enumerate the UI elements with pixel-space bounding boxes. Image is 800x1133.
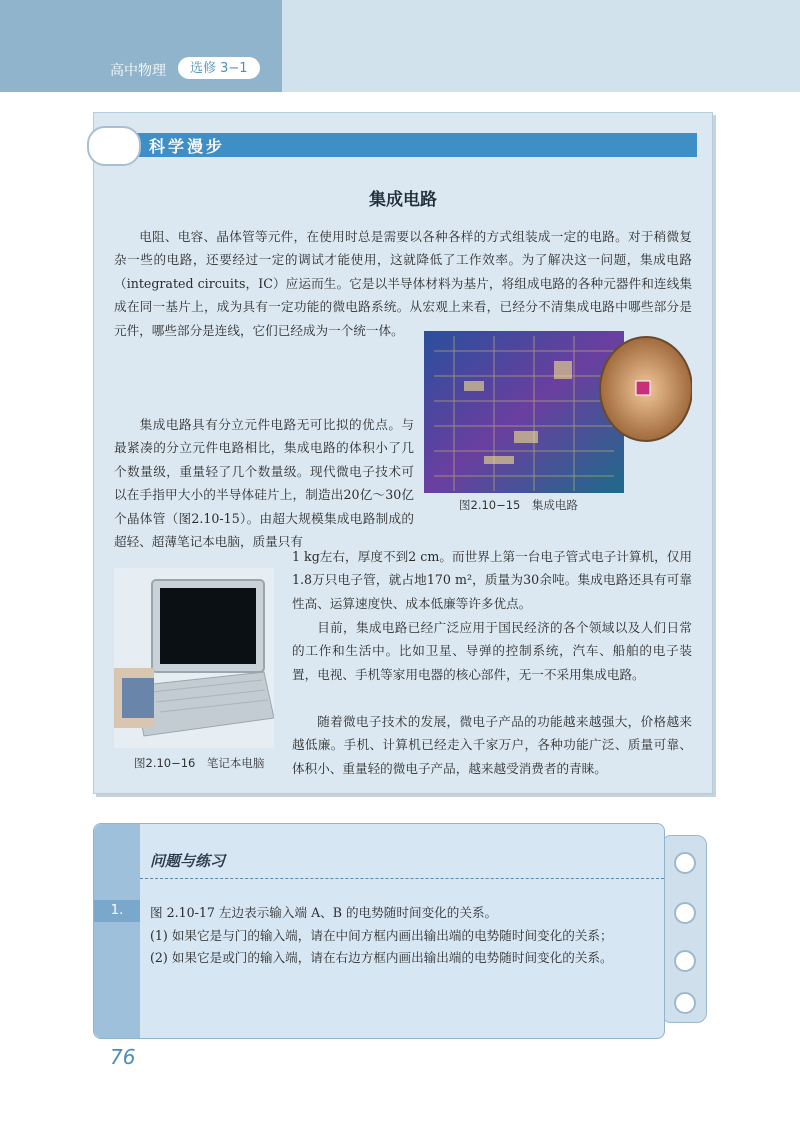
question-part-1: (1) 如果它是与门的输入端，请在中间方框内画出输出端的电势随时间变化的关系； — [150, 927, 613, 943]
exercise-title: 问题与练习 — [150, 852, 226, 870]
article-paragraph-1: 电阻、电容、晶体管等元件，在使用时总是需要以各种各样的方式组装成一定的电路。对于稍微复杂一些的电路，还要经过一定的调试才能使用，这就降低了工作效率。为了解决这一问题，集成电路（integrated circuits，IC）应运而生。它是以半导体材料为基片，将组成电路的各种元器件和连线集成在同一基片上，成为具有一定功能的微电路系统。从宏观上来看，已经分不清集成电路中哪些部分是元件，哪些部分是连线，它们已经成为一个统一体。 — [114, 229, 692, 338]
module-badge: 选修 3−1 — [178, 57, 260, 79]
article-title: 集成电路 — [369, 190, 437, 210]
section-header — [97, 133, 697, 157]
question-number: 1. — [94, 900, 140, 922]
figure-caption-ic: 图2.10−15 集成电路 — [459, 498, 578, 512]
article-paragraph-3: 目前，集成电路已经广泛应用于国民经济的各个领域以及人们日常的工作和生活中。比如卫星、导弹的控制系统，汽车、船舶的电子装置，电视、手机等家用电器的核心部件，无一不采用集成电路。 — [292, 620, 692, 682]
page-number: 76 — [110, 1045, 136, 1069]
binder-ring-icon — [674, 950, 696, 972]
question-stem: 图 2.10-17 左边表示输入端 A、B 的电势随时间变化的关系。 — [150, 905, 498, 920]
header-band-light — [282, 0, 800, 92]
section-label: 科学漫步 — [149, 137, 226, 156]
exercise-side-strip — [94, 824, 140, 1038]
course-title: 高中物理 — [110, 63, 166, 79]
binder-ring-icon — [674, 902, 696, 924]
article-paragraph-2b — [292, 545, 692, 615]
question-part-2: (2) 如果它是或门的输入端，请在右边方框内画出输出端的电势随时间变化的关系。 — [150, 950, 613, 965]
integrated-circuit-figure — [424, 331, 692, 493]
binder-ring-icon — [674, 992, 696, 1014]
section-tab-icon — [87, 126, 141, 166]
page-header — [0, 0, 800, 92]
ic-image — [424, 331, 692, 493]
article-paragraph-2-end: 1 kg左右，厚度不到2 cm。而世界上第一台电子管式电子计算机，仅用1.8万只电子管，就占地170 m²，质量为30余吨。集成电路还具有可靠性高、运算速度快、成本低廉等许多优点。 — [292, 549, 692, 611]
article-paragraph-4: 随着微电子技术的发展，微电子产品的功能越来越强大，价格越来越低廉。手机、计算机已经走入千家万户，各种功能广泛、质量可靠、体积小、重量轻的微电子产品，越来越受消费者的青睐。 — [292, 714, 692, 776]
article-paragraph-2a — [114, 413, 414, 553]
science-walk-box — [93, 112, 713, 794]
exercise-divider — [140, 878, 664, 879]
article-paragraph-2-start: 集成电路具有分立元件电路无可比拟的优点。与最紧凑的分立元件电路相比，集成电路的体积小了几个数量级，重量轻了几个数量级。现代微电子技术可以在手指甲大小的半导体硅片上，制造出20亿～30亿个晶体管（图2.10-15）。由超大规模集成电路制成的超轻、超薄笔记本电脑，质量只有 — [114, 417, 414, 550]
binder-strip — [661, 835, 707, 1023]
binder-ring-icon — [674, 852, 696, 874]
laptop-figure — [114, 568, 274, 748]
article-paragraph-1-top — [114, 225, 692, 342]
figure-caption-laptop: 图2.10−16 笔记本电脑 — [134, 756, 265, 770]
question-body — [150, 902, 650, 970]
exercise-box — [93, 823, 665, 1039]
laptop-image — [114, 568, 274, 748]
